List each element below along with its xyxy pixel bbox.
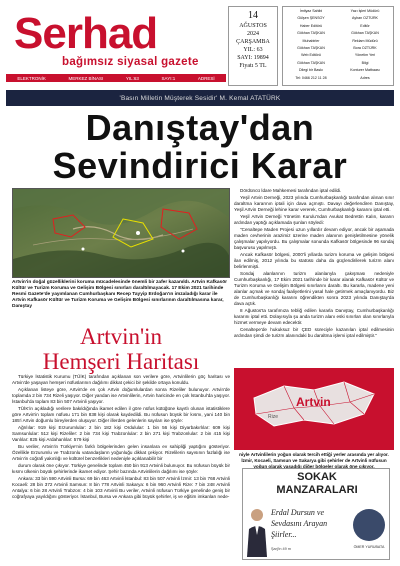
staff-line: Gökhan TAŞKAN [297,31,325,36]
poster-subtitle: Rize [268,414,279,420]
story-right-column [234,188,394,366]
staff-line: Editör [360,23,370,28]
paragraph: Açıklanan listeye göre, Artvin'de en çok Artvin doğumlulardan sonra Rizeliler bulunuyor. Artvin'de toplamda 2 bin 734 Rizeli yaşıyor. Diğer yandan ise Artvinlilerin, Artvin haricinde en çok İstanbul'da yaşıyor. İstanbul'da toplam 83 bin 507 Artvinli yaşıyor. [12,387,230,404]
date-day: 14 [248,10,258,21]
paragraph: TÜİK'in açıkladığı verilere bakıldığında ikamet edilen il göre nüfus kütüğüne kayıtlı olunan istatistiklere göre Artvin'in toplam nüfusu 171 bin 838 kişi olarak kaydedildi. Bu nüfusun büyük bir kısmı, yani 140 bin 185'i Artvin doğumlu bireylerden oluşuyor. Diğer illerden gelenlerin sayıları ise şöyle: [12,406,230,423]
column-author: ÖMER YURUBATA [353,545,385,549]
poster-title: Artvin [296,395,331,409]
staff-line: Muhabirler [302,38,320,43]
paragraph: Dördüncü İdare Mahkemesi tarafından iptal edildi. [240,188,342,193]
staff-line: Gülşen ŞENSOY [297,16,325,21]
staff-line: Bilgi [361,60,369,65]
map-caption: Artvin'in doğal güzelliklerini koruma mücadelesinde önemli bir zafer kazanıldı. Artvin Kafkasör Kültür ve Turizm Koruma ve Gelişim Bölgesi sınırları daraltılmayacak. 17 Ekim 2021 tarihinde Resmi Gazete'de yayımlanan Cumhurbaşkanı Recep Tayyip Erdoğan'ın imzaladığı karar ile Artvin Kafkasör Kültür ve Turizm Koruma ve Gelişim Bölgesi sınırlarının daraltılmasına karar, Danıştay [12,280,228,309]
newspaper-page [6,6,394,560]
motto-bar [6,90,394,106]
staff-line: Gökhan TAŞKAN [297,60,325,65]
staff-line: Ayhan OZTÜRK [352,16,378,21]
newspaper-logo: Serhad [14,9,158,58]
staff-line: Gökhan TAŞKAN [351,31,379,36]
staff-line: Dilegi bir Baskı [299,68,323,73]
staff-box [282,6,394,86]
staff-line: Yönetim Yeri [354,53,376,58]
staff-line: Reklam Müdürü [352,38,378,43]
staff-line: Gökhan TAŞKAN [297,45,325,50]
strip-item: ADRESİ [197,75,215,81]
column-title-line-2: MANZARALARI [276,484,358,496]
info-strip [6,74,226,82]
date-month: AĞUSTOS [239,23,267,29]
headline-line-1: Danıştay'dan [85,107,315,148]
column-foot: Şarj'in 49 m [271,547,291,551]
satellite-map-image [13,189,230,278]
paragraph: Bu veriler, Artvin'in Türkiye'nin farklı bölgelerinden gelen insanlara ev sahipliği yaptığını gösteriyor. Özellikle Erzurumlu ve Trabzonlu vatandaşların yoğunluğu dikkat çekiyor. Rizelilerin sayısının fazlalığı ise Artvin'in coğrafi yakınlığı ve kültürel benzerlikleri nedeniyle açıklanabilir bir [12,444,230,461]
staff-line: İmtiyaz Sahibi [299,9,323,13]
staff-line: Adres [360,75,370,80]
paragraph: Türkiye İstatistik Kurumu (TÜİK) tarafından açıklanan son verilere göre, Artvinlilerin göç haritası ve Artvin'de yaşayan hemşeri nüfuslarının dağılımı dikkat çekici bir şekilde ortaya konuldu. [12,374,230,385]
date-box [228,6,278,86]
date-issue: SAYI: 19894 [237,55,269,61]
map-photo [12,188,230,278]
artvin-map-poster [234,368,394,450]
column-body [243,501,391,559]
column-text-line-2: Sevdasını Arayan Şiirler... [271,519,328,539]
paragraph: Ankara: 33 bin 590 Artvinli Bursa: 69 bin 463 Artvinli İstanbul: 83 bin 507 Artvinli İzmir: 13 bin 768 Artvinli Kocaeli: 28 bin 372 Artvinli Samsun: 8 bin 778 Artvinli Sakarya: 6 bin 960 Artvinli Rize: 7 bin 248 Artvinli Antalya: 6 bin 28 Artvinli Trabzon: 4 bin 103 Artvinli Bu veriler, Artvinli nüfusun Türkiye genelinde geniş bir coğrafyaya yayıldığını gösteriyor. İstanbul, Bursa ve Ankara gibi büyük şehirler, iş ve eğitim imkanları nede- [12,476,230,499]
staff-line: Yazı İşleri Müdürü [350,9,380,13]
staff-line: Bora OZTÜRK [353,45,377,50]
column-title [243,471,391,497]
masthead [6,6,394,88]
paragraph: 8 Ağustos'ta tarafımıza tebliğ edilen kararla Danıştay, Cumhurbaşkanlığı kararını iptal etti. Dolayısıyla şu anda turizm alanı eski sınırları olan sınırlarıyla hizmet vermeye devam edecektir. [234,308,394,325]
paragraph: "Cenaltepe Maden Projesi uzun yıllardır devam ediyor, ancak bir aşamada maden cevherinin arazimiz üzerine maden alanının genişletilmesine yönelik çalışmalar yapılıyordu. Bu çalışmalar sonunda Kafkasör bölgesinde 96 sondaj başvurusu yapılmıştı. [234,227,394,250]
paragraph: Yeşil Artvin Derneği Yönetim Kurulu'ndan Avukat Bedrettin Kalın, kararın ardından yaptığı açıklamada şunları söyledi: [234,214,394,225]
paragraph: durum olarak öne çıkıyor. Türkiye genelinde toplam 450 bin 913 Artvinli bulunuyor. Bu nüfusun büyük bir kısmı ülkenin büyük şehirlerinde ikamet ediyor. Şehir bazında Artvinlilerin dağılımı ise şöyle: [12,463,230,474]
paragraph: Yeşil Artvin Derneği, 2023 yılında Cumhurbaşkanlığı tarafından alınan sınır daraltma kararının iptali için dava açmıştı. Davayı değerlendiren Danıştay, Yeşil Artvin Derneği lehine karar vererek, Cumhurbaşkanlığı kararını iptal etti. [234,195,394,212]
slogan: bağımsız siyasal gazete [62,56,199,68]
headline-line-2: Sevindirici Karar [52,145,348,186]
strip-item: ELEKTRONİK [17,75,46,81]
staff-line: Haber Editörü [299,23,323,28]
paragraph: Ağrılılar: 919 kişi Erzurumlular: 2 bin 182 kişi Ordulular: 1 bin 56 kişi Diyarbakırlılar: 609 kişi Samsunlular: 512 kişi Rizeliler: 2 bin 734 kişi Trabzonlular: 2 bin 271 kişi Trabzonlular: 2 bin 415 kişi Vanlılar: 825 kişi Ardahanlılar: 579 kişi [12,425,230,442]
column-text [271,507,351,540]
staff-line: Tel: 0466 212 11 28 [295,75,327,80]
column-box [242,468,390,560]
column-text-line-1: Erdal Dursun ve [271,508,325,517]
column-logo [353,509,385,541]
strip-item: MERKEZ BİNASI [68,75,104,81]
subhead-line-1: Artvin'in [79,324,163,349]
columnist-photo [245,505,269,557]
date-year: 2024 [247,31,259,37]
staff-line: Web Editörü [301,53,321,58]
artvin-story [12,374,230,560]
motto-text: 'Basın Milletin Müşterek Sesidir' M. Kemal ATATÜRK [119,94,281,102]
paragraph: Cenaltepe'de hukuksuz bir ÇED süreciyle kazanılan iptal edilmesinin ardından şimdi de turizm alanındaki bu daraltma işlemi iptal edilmiştir." [234,327,394,338]
main-headline [6,109,394,185]
strip-item: YIL:63 [125,75,139,81]
paragraph: Ancak Kafkasör bölgesi, 2000'li yıllarda turizm koruma ve gelişim bölgesi ilan edilmiş, 2012 yılında bu statüsü daha da güçlendirilerek turizm alanı belirlenmişti. [234,252,394,269]
strip-item: SAYI:1 [161,75,176,81]
staff-line: Konturer Matbaası [350,68,380,73]
poster-caption: niyle Artvinlilerin yoğun olarak tercih ettiği yerler arasında yer alıyor. İzmir, Kocaeli, Samsun ve Sakarya gibi şehirler de Artvinli nüfusun yoğun olarak yaşadığı diğer bölgeler olarak öne çıkıyor. [239,452,389,469]
artvin-map-graphic [234,368,394,450]
subhead-line-2: Hemşeri Haritası [42,349,200,374]
date-weekday: ÇARŞAMBA [236,39,270,45]
paragraph: Sondaj alanlarının turizm alanlarıyla çakışması nedeniyle Cumhurbaşkanlığı, 17 Ekim 2021 tarihinde bir karar alarak Kafkasör Kültür ve Turizm Koruma ve Gelişim Bölgesi sınırlarını daraltı. Bu kararla, madene yeni alanlar açmak ve sondaj faaliyetlerini yasal hale getirmek amaçlanıyordu. Biz de Cumhurbaşkanlığı kararını öğrendikten sonra 2023 yılında Danıştay'da dava açtık. [234,271,394,306]
column-title-line-1: SOKAK [297,471,337,483]
date-volume: YIL: 63 [243,47,263,53]
date-price: Fiyatı 5 TL [239,63,267,69]
logo-block [6,6,226,74]
secondary-headline [12,324,230,374]
